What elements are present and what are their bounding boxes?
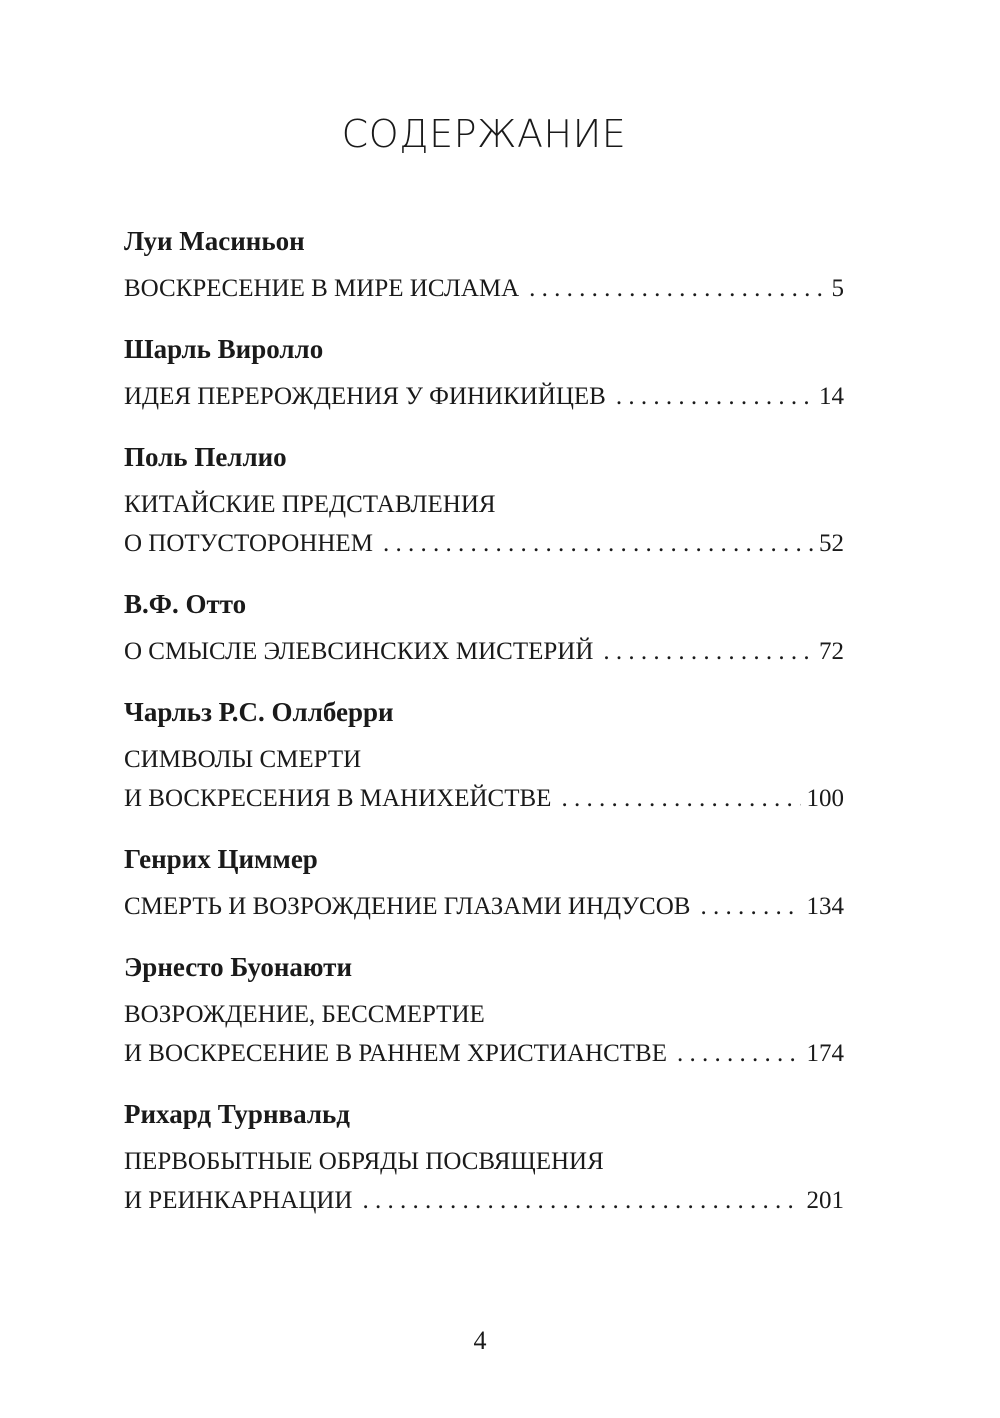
toc-entry bbox=[124, 693, 844, 819]
toc-author: Шарль Виролло bbox=[124, 334, 324, 364]
toc-title: И ВОСКРЕСЕНИЯ В МАНИХЕЙСТВЕ bbox=[124, 785, 552, 812]
toc-entry bbox=[124, 948, 844, 1074]
toc-author: Рихард Турнвальд bbox=[124, 1099, 350, 1129]
dot-leader bbox=[383, 524, 813, 564]
toc-title: СМЕРТЬ И ВОЗРОЖДЕНИЕ ГЛАЗАМИ ИНДУСОВ bbox=[124, 893, 691, 920]
toc-page-number: 100 bbox=[806, 785, 844, 812]
toc-entry bbox=[124, 585, 844, 672]
toc-page-number: 14 bbox=[819, 383, 844, 410]
toc-page-number: 134 bbox=[806, 893, 844, 920]
toc-page-number: 52 bbox=[819, 530, 844, 557]
toc-title-line bbox=[124, 1034, 844, 1074]
toc-page-number: 72 bbox=[819, 638, 844, 665]
toc-author: Генрих Циммер bbox=[124, 844, 318, 874]
toc-entry bbox=[124, 330, 844, 417]
toc-title: ВОСКРЕСЕНИЕ В МИРЕ ИСЛАМА bbox=[124, 275, 520, 302]
toc-page-number: 201 bbox=[806, 1187, 844, 1214]
toc-author: Поль Пеллио bbox=[124, 442, 287, 472]
dot-leader bbox=[561, 779, 800, 819]
dot-leader bbox=[616, 377, 813, 417]
toc-page-number: 174 bbox=[806, 1040, 844, 1067]
toc-title-line bbox=[124, 524, 844, 564]
toc-page-number: 5 bbox=[831, 275, 844, 302]
toc-title-line: КИТАЙСКИЕ ПРЕДСТАВЛЕНИЯ bbox=[124, 491, 496, 518]
toc-title-line bbox=[124, 632, 844, 672]
page-number: 4 bbox=[473, 1326, 487, 1355]
toc-entry bbox=[124, 840, 844, 927]
toc-title-line bbox=[124, 377, 844, 417]
toc-title: ИДЕЯ ПЕРЕРОЖДЕНИЯ У ФИНИКИЙЦЕВ bbox=[124, 383, 606, 410]
toc-title-line bbox=[124, 779, 844, 819]
dot-leader bbox=[677, 1034, 801, 1074]
dot-leader bbox=[700, 887, 800, 927]
toc-author: В.Ф. Отто bbox=[124, 589, 247, 619]
toc-author: Луи Масиньон bbox=[124, 226, 305, 256]
toc-entry bbox=[124, 1095, 844, 1221]
toc-title: И ВОСКРЕСЕНИЕ В РАННЕМ ХРИСТИАНСТВЕ bbox=[124, 1040, 667, 1067]
toc-title: О ПОТУСТОРОННЕМ bbox=[124, 530, 373, 557]
toc-title-line bbox=[124, 1181, 844, 1221]
toc-entry bbox=[124, 438, 844, 564]
toc-title: О СМЫСЛЕ ЭЛЕВСИНСКИХ МИСТЕРИЙ bbox=[124, 638, 594, 665]
toc-author: Эрнесто Буонаюти bbox=[124, 952, 352, 982]
toc-title-line bbox=[124, 887, 844, 927]
table-of-contents bbox=[124, 222, 844, 1242]
page-title: СОДЕРЖАНИЕ bbox=[341, 112, 627, 156]
toc-title: И РЕИНКАРНАЦИИ bbox=[124, 1187, 353, 1214]
toc-title-line: ВОЗРОЖДЕНИЕ, БЕССМЕРТИЕ bbox=[124, 1001, 485, 1028]
dot-leader bbox=[363, 1181, 801, 1221]
toc-title-line: СИМВОЛЫ СМЕРТИ bbox=[124, 746, 362, 773]
dot-leader bbox=[529, 269, 825, 309]
toc-author: Чарльз Р.С. Оллберри bbox=[124, 697, 394, 727]
dot-leader bbox=[603, 632, 813, 672]
toc-title-line bbox=[124, 269, 844, 309]
toc-entry bbox=[124, 222, 844, 309]
toc-title-line: ПЕРВОБЫТНЫЕ ОБРЯДЫ ПОСВЯЩЕНИЯ bbox=[124, 1148, 604, 1175]
